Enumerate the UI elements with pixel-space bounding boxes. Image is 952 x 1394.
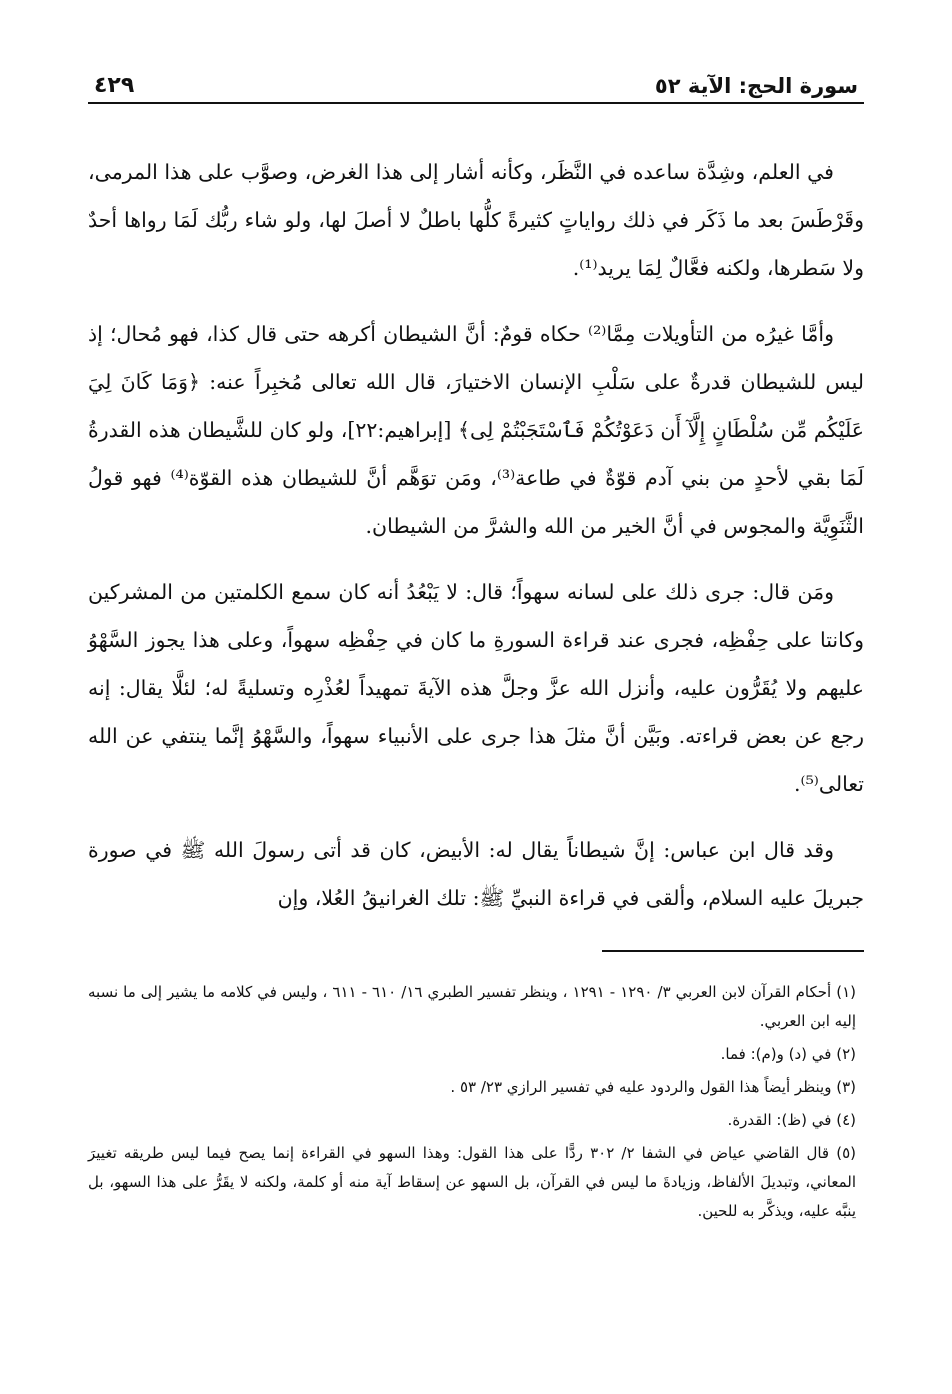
paragraph-2: وأمَّا غيرُه من التأويلات مِمَّا⁽²⁾ حكاه قومٌ: أنَّ الشيطان أكرهه حتى قال كذا، فهو مُحال؛ إذ ليس للشيطان قدرةٌ على سَلْبِ الإنسان الاختيارَ، قال الله تعالى مُخبِراً عنه: ﴿وَمَا كَانَ لِيَ عَلَيْكُم مِّن سُلْطَانٍ إِلَّآ أَن دَعَوْتُكُمْ فَٱسْتَجَبْتُمْ لِى﴾ [إبراهيم:٢٢]، ولو كان للشَّيطان هذه القدرةُ لَمَا بقي لأحدٍ من بني آدم قوّةٌ في طاعة⁽³⁾، ومَن توَهَّم أنَّ للشيطان هذه القوّة⁽⁴⁾ فهو قولُ الثَّنَوِيَّة والمجوس في أنَّ الخير من الله والشرَّ من الشيطان. bbox=[88, 322, 865, 538]
main-text bbox=[88, 148, 864, 922]
footnote-separator bbox=[602, 950, 864, 952]
paragraph-3: ومَن قال: جرى ذلك على لسانه سهواً؛ قال: لا يَبْعُدُ أنه كان سمع الكلمتين من المشركين وكانتا على حِفْظِه، فجرى عند قراءة السورةِ ما كان في حِفْظِه سهواً، وعلى هذا يجوز السَّهْوُ عليهم ولا يُقَرُّون عليه، وأنزل الله عزَّ وجلَّ هذه الآيةَ تمهيداً لعُذْرِه وتسليةً له؛ لئلَّا يقال: إنه رجع عن بعض قراءته. وبَيَّن أنَّ مثلَ هذا جرى على الأنبياء سهواً، والسَّهْوُ إنَّما ينتفي عن الله تعالى⁽⁵⁾. bbox=[88, 580, 864, 796]
paragraph-4: وقد قال ابن عباس: إنَّ شيطاناً يقال له: الأبيض، كان قد أتى رسولَ الله ﷺ في صورة جبريلَ عليه السلام، وألقى في قراءة النبيِّ ﷺ: تلك الغرانيقُ العُلا، وإن bbox=[88, 838, 864, 910]
running-header bbox=[88, 60, 864, 104]
footnote-4: (٤) في (ظ): القدرة. bbox=[727, 1111, 856, 1129]
page-number: ٤٢٩ bbox=[94, 73, 135, 98]
footnote-5: (٥) قال القاضي عياض في الشفا ٢/ ٣٠٢ ردًّا على هذا القول: وهذا السهو في القراءة إنما يصح فيما ليس طريقه تغييرَ المعاني، وتبديلَ الألفاظ، وزيادةَ ما ليس في القرآن، بل السهو عن إسقاط آية منه أو كلمة، ولكنه لا يقَرُّ على هذا السهو، بل ينبَّه عليه، ويذكَّر به للحين. bbox=[88, 1144, 857, 1220]
footnote-3: (٣) وينظر أيضاً هذا القول والردود عليه في تفسير الرازي ٢٣/ ٥٣ . bbox=[450, 1078, 856, 1096]
book-page bbox=[88, 60, 864, 1380]
footnote-2: (٢) في (د) و(م): فما. bbox=[720, 1045, 856, 1063]
paragraph-1: في العلم، وشِدَّة ساعده في النَّظَر، وكأنه أشار إلى هذا الغرض، وصوَّب على هذا المرمى، وقَرْطَسَ بعد ما ذَكَر في ذلك رواياتٍ كثيرةً كلُّها باطلٌ لا أصلَ لها، ولو شاء ربُّك لَمَا رواها أحدٌ ولا سَطرها، ولكنه فعَّالٌ لِمَا يريد⁽¹⁾. bbox=[88, 160, 864, 280]
surah-title: سورة الحج: الآية ٥٢ bbox=[654, 74, 858, 98]
footnotes bbox=[88, 978, 864, 1226]
footnote-1: (١) أحكام القرآن لابن العربي ٣/ ١٢٩٠ - ١٢٩١ ، وينظر تفسير الطبري ١٦/ ٦١٠ - ٦١١ ، وليس في كلامه ما يشير إلى ما نسبه إليه ابن العربي. bbox=[88, 983, 857, 1030]
